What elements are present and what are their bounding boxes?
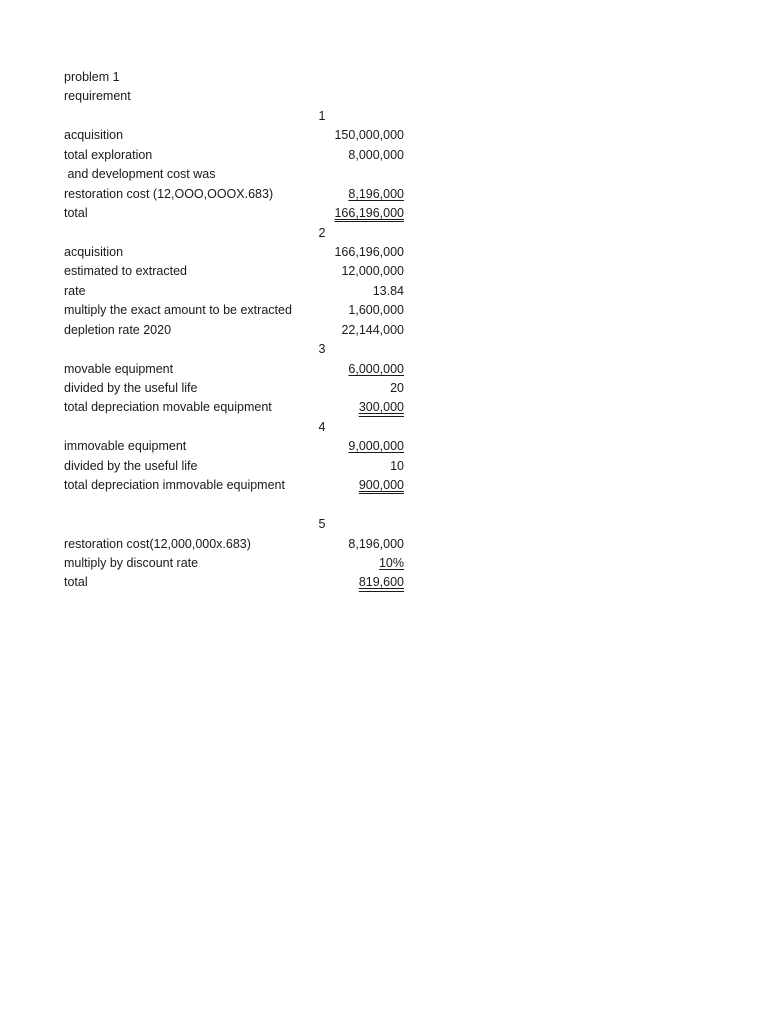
row-label: divided by the useful life [64,458,198,473]
row-label: acquisition [64,128,124,143]
row-label: total [64,575,88,590]
row-label: divided by the useful life [64,381,198,395]
row-value-underlined: 6,000,000 [348,361,404,376]
row-value: 12,000,000 [341,264,404,279]
row-label: and development cost was [64,167,216,182]
table-row [0,457,768,476]
section-number-row [0,340,768,359]
row-value-underlined: 9,000,000 [348,439,404,454]
row-value: 1,600,000 [348,303,404,318]
blank-row [0,496,768,515]
table-row [0,165,768,184]
table-row [0,301,768,320]
row-label: movable equipment [64,361,174,376]
worksheet-title: problem 1 [64,70,120,84]
table-row [0,573,768,592]
row-label: total [64,206,88,221]
row-label: estimated to extracted [64,264,187,279]
table-row [0,360,768,379]
row-value: 8,000,000 [348,147,404,162]
row-value: 150,000,000 [334,128,404,143]
row-label: restoration cost (12,OOO,OOOX.683) [64,186,274,201]
row-value: 10 [390,458,404,473]
table-row [0,476,768,495]
section-number: 3 [318,342,326,357]
title-row [0,68,768,87]
worksheet [0,68,768,593]
row-value-underlined: 10% [378,555,404,570]
row-label: multiply the exact amount to be extracted [64,303,292,318]
table-row [0,437,768,456]
section-number-row [0,107,768,126]
row-value-total: 166,196,000 [334,206,404,221]
table-row [0,262,768,281]
row-label: depletion rate 2020 [64,322,172,337]
section-number: 1 [318,108,326,123]
table-row [0,398,768,417]
section-number-row [0,515,768,534]
section-number: 5 [318,517,326,532]
row-value: 20 [390,381,404,395]
section-number: 4 [318,419,326,434]
subtitle-row [0,87,768,106]
table-row [0,379,768,398]
row-value-total: 300,000 [358,400,404,415]
row-value-underlined: 8,196,000 [348,186,404,201]
table-row [0,243,768,262]
row-value: 166,196,000 [334,244,404,259]
row-value-total: 900,000 [358,478,404,493]
table-row [0,204,768,223]
row-value: 22,144,000 [341,322,404,337]
row-label: multiply by discount rate [64,555,199,570]
row-label: acquisition [64,244,124,259]
worksheet-subtitle: requirement [64,89,131,104]
section-number: 2 [318,225,326,240]
row-label: total depreciation immovable equipment [64,478,285,493]
row-value: 13.84 [372,283,404,298]
row-label: total exploration [64,147,153,162]
table-row [0,321,768,340]
row-label: total depreciation movable equipment [64,400,272,415]
section-number-row [0,418,768,437]
section-number-row [0,224,768,243]
row-label: restoration cost(12,000,000x.683) [64,536,251,551]
row-value: 8,196,000 [348,536,404,551]
table-row [0,554,768,573]
table-row [0,282,768,301]
row-label: rate [64,283,86,298]
row-value-total: 819,600 [358,575,404,590]
table-row [0,126,768,145]
table-row [0,146,768,165]
row-label: immovable equipment [64,439,187,454]
table-row [0,535,768,554]
table-row [0,185,768,204]
